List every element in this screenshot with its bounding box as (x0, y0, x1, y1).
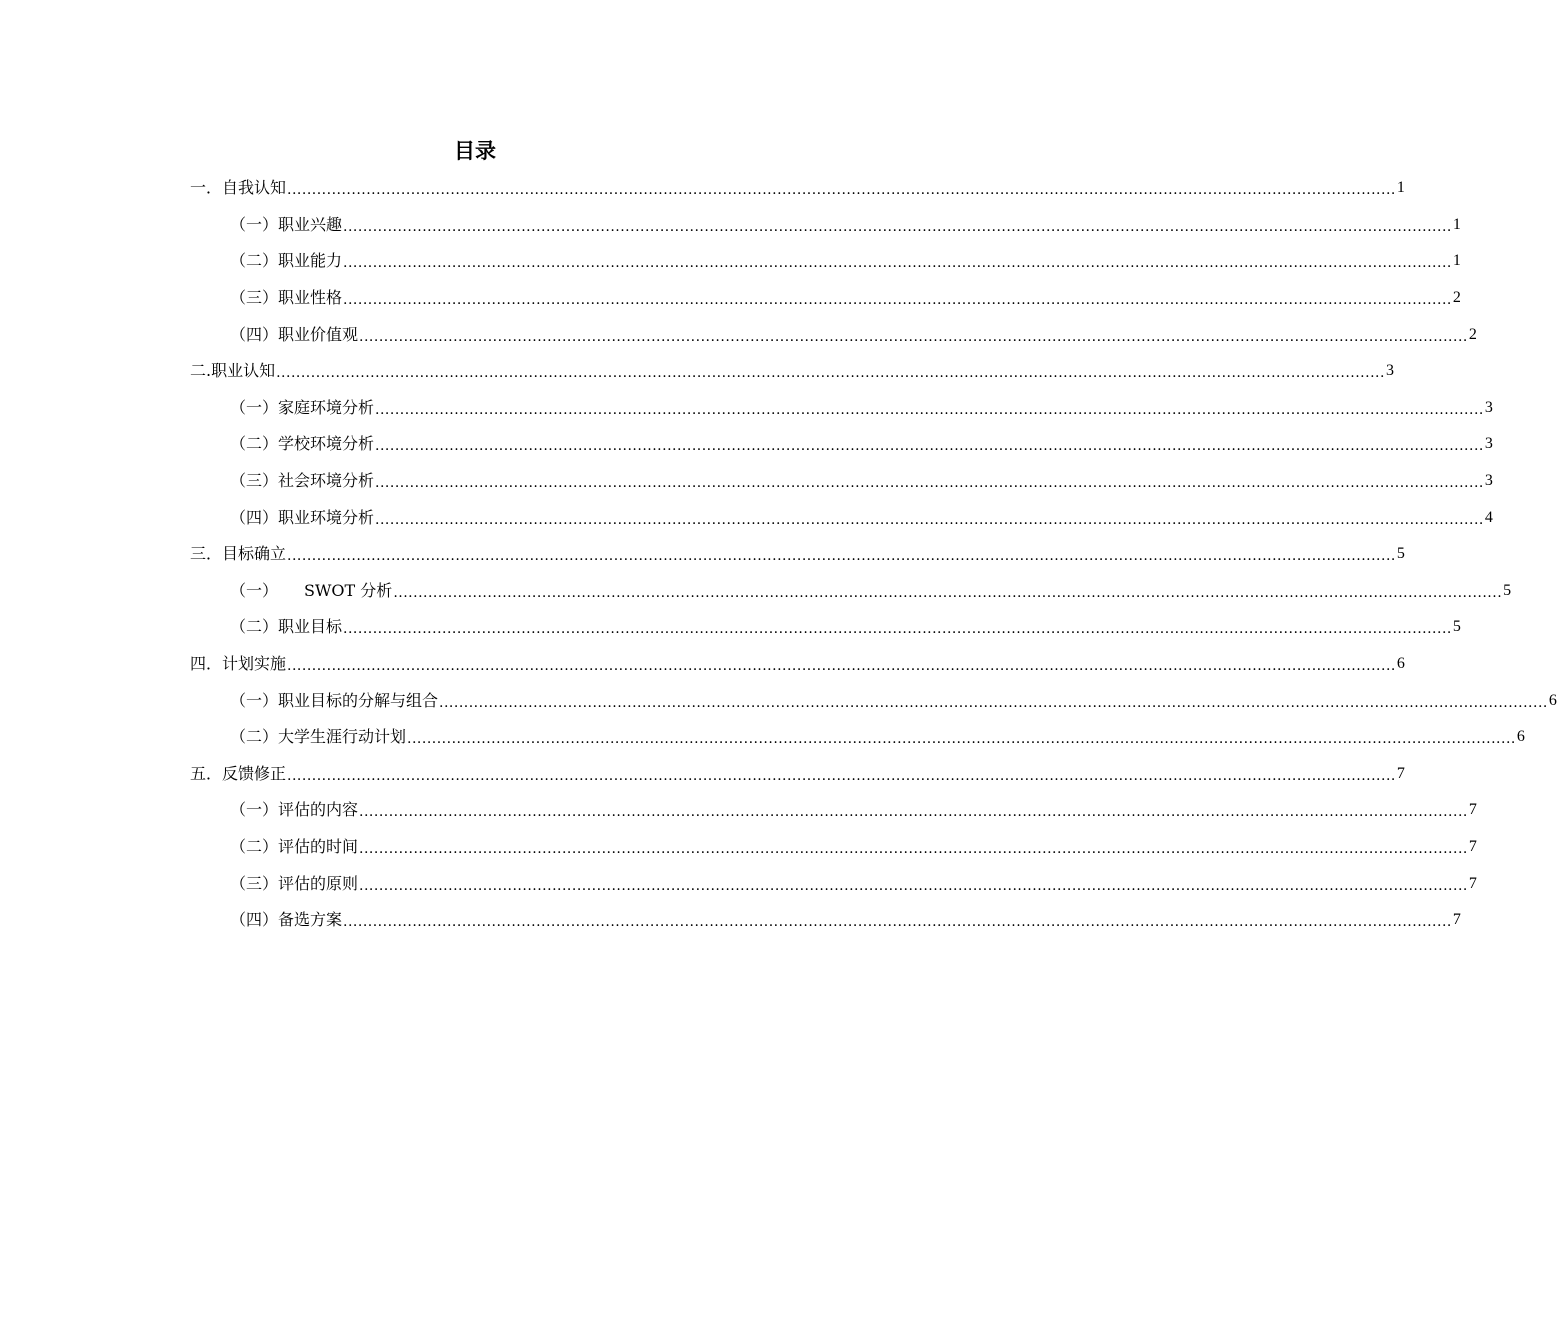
toc-entry[interactable] (190, 792, 1477, 829)
toc-entry-label: 一．自我认知 (190, 178, 287, 198)
toc-dot-leader: ................................................................................................................................................................................................................................ (375, 475, 1484, 492)
toc-entry-label: （一）评估的内容 (230, 800, 359, 820)
toc-dot-leader: ................................................................................................................................................................................................................................ (343, 621, 1452, 638)
toc-dot-leader: ................................................................................................................................................................................................................................ (375, 401, 1484, 418)
toc-entry[interactable] (190, 829, 1477, 866)
toc-entry-label: （二）大学生涯行动计划 (230, 727, 407, 747)
toc-page-number: 2 (1452, 289, 1461, 307)
toc-page-number: 7 (1396, 764, 1405, 782)
toc-entry-label: （二）职业目标 (230, 617, 343, 637)
toc-entry[interactable] (190, 390, 1493, 427)
toc-dot-leader: ................................................................................................................................................................................................................................ (343, 218, 1452, 235)
toc-dot-leader: ................................................................................................................................................................................................................................ (359, 804, 1468, 821)
toc-page-number: 5 (1452, 618, 1461, 636)
toc-entry-label: （三）职业性格 (230, 288, 343, 308)
toc-entry[interactable] (190, 280, 1461, 317)
toc-entry-label: （四）备选方案 (230, 910, 343, 930)
table-of-contents (190, 170, 1557, 938)
toc-page-number: 2 (1468, 325, 1477, 343)
toc-entry[interactable] (190, 756, 1405, 793)
toc-entry-label: 五．反馈修正 (190, 763, 287, 783)
toc-page-number: 7 (1468, 837, 1477, 855)
toc-entry[interactable] (190, 243, 1461, 280)
toc-entry[interactable] (190, 573, 1512, 610)
toc-entry-prefix: （一） (230, 580, 279, 600)
toc-page-number: 3 (1484, 435, 1493, 453)
toc-entry[interactable] (190, 682, 1557, 719)
toc-entry[interactable] (190, 609, 1461, 646)
toc-dot-leader: ................................................................................................................................................................................................................................ (287, 548, 1396, 565)
toc-dot-leader: ................................................................................................................................................................................................................................ (287, 767, 1396, 784)
toc-entry[interactable] (190, 207, 1461, 244)
toc-entry-label: （三）评估的原则 (230, 873, 359, 893)
toc-entry[interactable] (190, 719, 1525, 756)
toc-entry-label: 四．计划实施 (190, 654, 287, 674)
toc-page-number: 1 (1396, 179, 1405, 197)
toc-entry-label: （一）职业兴趣 (230, 214, 343, 234)
toc-entry-label: 二.职业认知 (190, 361, 276, 381)
toc-page-number: 3 (1385, 362, 1394, 380)
toc-page-number: 1 (1452, 252, 1461, 270)
toc-entry-label: （二）职业能力 (230, 251, 343, 271)
toc-page-number: 7 (1452, 911, 1461, 929)
toc-page-number: 6 (1396, 655, 1405, 673)
toc-dot-leader: ................................................................................................................................................................................................................................ (343, 255, 1452, 272)
toc-page-number: 3 (1484, 398, 1493, 416)
toc-dot-leader: ................................................................................................................................................................................................................................ (287, 182, 1396, 199)
toc-dot-leader: ................................................................................................................................................................................................................................ (343, 914, 1452, 931)
toc-entry[interactable] (190, 353, 1394, 390)
toc-page-number: 1 (1452, 215, 1461, 233)
toc-page-number: 6 (1516, 728, 1525, 746)
page-title: 目录 (454, 139, 496, 163)
toc-entry-label: （一）职业目标的分解与组合 (230, 690, 439, 710)
toc-entry-label: 三．目标确立 (190, 544, 287, 564)
toc-dot-leader: ................................................................................................................................................................................................................................ (287, 658, 1396, 675)
toc-dot-leader: ................................................................................................................................................................................................................................ (359, 328, 1468, 345)
toc-page-number: 3 (1484, 472, 1493, 490)
toc-entry-title: SWOT 分析 (304, 580, 393, 600)
toc-page-number: 7 (1468, 801, 1477, 819)
toc-page-number: 7 (1468, 874, 1477, 892)
toc-dot-leader: ................................................................................................................................................................................................................................ (375, 438, 1484, 455)
toc-dot-leader: ................................................................................................................................................................................................................................ (439, 694, 1548, 711)
toc-entry[interactable] (190, 426, 1493, 463)
toc-dot-leader: ................................................................................................................................................................................................................................ (343, 292, 1452, 309)
toc-entry-label: （一）家庭环境分析 (230, 397, 375, 417)
toc-entry[interactable] (190, 902, 1461, 939)
toc-dot-leader: ................................................................................................................................................................................................................................ (407, 731, 1516, 748)
toc-page-number: 6 (1548, 691, 1557, 709)
toc-entry-label: （四）职业价值观 (230, 324, 359, 344)
toc-entry[interactable] (190, 499, 1493, 536)
toc-page-number: 4 (1484, 508, 1493, 526)
toc-entry[interactable] (190, 865, 1477, 902)
toc-page-number: 5 (1396, 545, 1405, 563)
toc-dot-leader: ................................................................................................................................................................................................................................ (359, 840, 1468, 857)
toc-entry[interactable] (190, 536, 1405, 573)
toc-dot-leader: ................................................................................................................................................................................................................................ (393, 584, 1503, 601)
toc-entry[interactable] (190, 316, 1477, 353)
toc-dot-leader: ................................................................................................................................................................................................................................ (276, 365, 1385, 382)
toc-entry-label: （二）学校环境分析 (230, 434, 375, 454)
toc-entry[interactable] (190, 463, 1493, 500)
toc-entry-label (230, 581, 392, 601)
toc-entry-label: （三）社会环境分析 (230, 471, 375, 491)
toc-entry-label: （二）评估的时间 (230, 836, 359, 856)
toc-entry[interactable] (190, 646, 1405, 683)
toc-entry[interactable] (190, 170, 1405, 207)
toc-page-number: 5 (1503, 581, 1512, 599)
toc-dot-leader: ................................................................................................................................................................................................................................ (359, 877, 1468, 894)
toc-entry-label: （四）职业环境分析 (230, 507, 375, 527)
toc-dot-leader: ................................................................................................................................................................................................................................ (375, 511, 1484, 528)
